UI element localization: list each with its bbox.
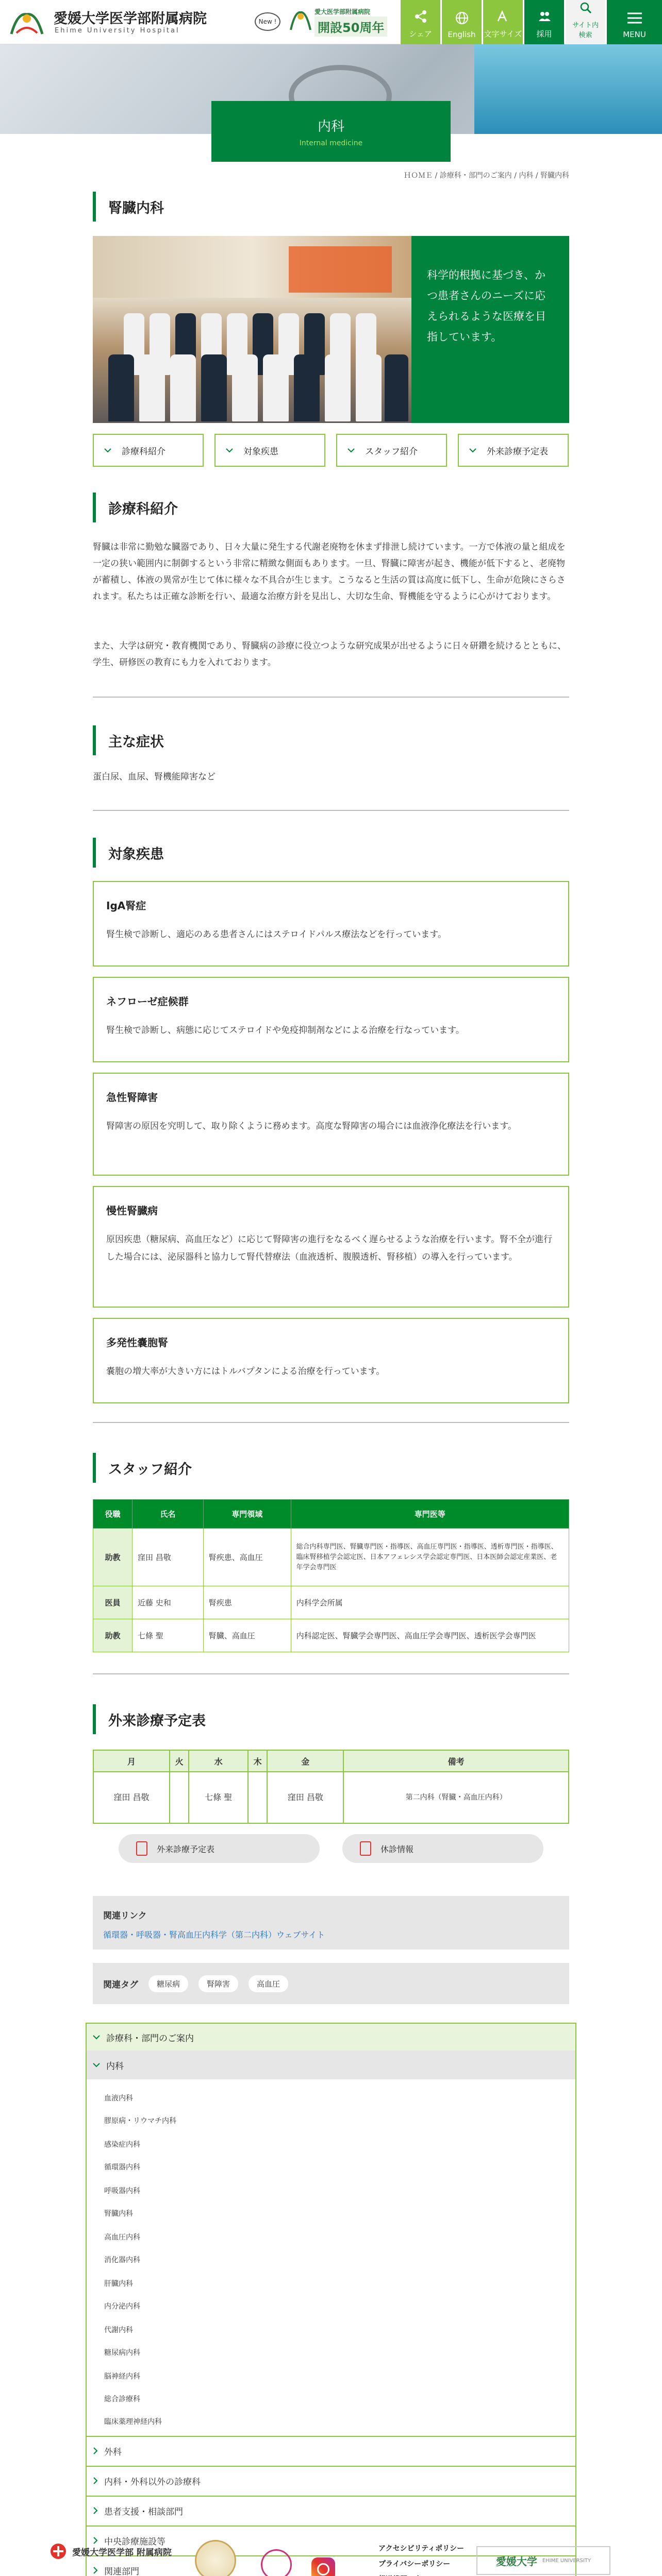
schedule-cell: 窪田 昌敬 bbox=[267, 1772, 343, 1823]
pdf-icon bbox=[136, 1841, 147, 1856]
disease-card bbox=[93, 1318, 569, 1403]
footer-logo-text: 愛媛大学医学部 附属病院 bbox=[72, 2547, 172, 2558]
disease-description: 嚢胞の増大率が大きい方にはトルバプタンによる治療を行っています。 bbox=[106, 1366, 385, 1377]
people-icon bbox=[538, 10, 551, 23]
hero-water-decoration bbox=[474, 44, 662, 134]
disease-description: 腎生検で診断し、適応のある患者さんにはステロイドパルス療法などを行っています。 bbox=[106, 929, 446, 940]
schedule-cell: 窪田 昌敬 bbox=[93, 1772, 170, 1823]
footer-link[interactable]: アクセシビリティポリシー bbox=[378, 2545, 465, 2553]
disease-name: ネフローゼ症候群 bbox=[106, 995, 189, 1008]
recruit-button[interactable] bbox=[524, 0, 564, 44]
chevron-right-icon bbox=[93, 2477, 98, 2484]
disease-card bbox=[93, 1073, 569, 1176]
related-links bbox=[93, 1896, 569, 1950]
nav-divider bbox=[87, 2436, 575, 2437]
chevron-down-icon bbox=[469, 448, 476, 453]
tab-diseases[interactable] bbox=[214, 434, 325, 467]
nav-child-item[interactable]: 血液内科 bbox=[104, 2094, 133, 2103]
tab-label: 外来診療予定表 bbox=[487, 446, 548, 457]
staff-cert: 総合内科専門医、腎臓専門医・指導医、高血圧専門医・指導医、透析専門医・指導医、臨床腎移植学会認定医、日本アフェレシス学会認定専門医、日本医師会認定産業医、老年学会専門医 bbox=[291, 1529, 569, 1586]
schedule-heading: 外来診療予定表 bbox=[93, 1704, 569, 1734]
disease-name: 慢性腎臓病 bbox=[106, 1205, 158, 1217]
english-button[interactable] bbox=[441, 0, 482, 44]
hospital-emblem-icon bbox=[49, 2543, 67, 2560]
divider bbox=[93, 1673, 569, 1674]
site-search-button[interactable] bbox=[565, 0, 605, 44]
disease-card bbox=[93, 977, 569, 1062]
menu-button[interactable] bbox=[606, 0, 662, 44]
schedule-pdf-button[interactable] bbox=[119, 1834, 320, 1863]
schedule-pdf-label: 外来診療予定表 bbox=[157, 1844, 215, 1854]
tags-title: 関連タグ bbox=[103, 1979, 138, 1990]
divider bbox=[93, 697, 569, 698]
university-name-en: EHIME UNIVERSITY bbox=[542, 2557, 591, 2564]
day-header: 金 bbox=[267, 1750, 343, 1772]
department-nav bbox=[86, 2023, 576, 2576]
chevron-down-icon bbox=[347, 448, 355, 453]
font-size-label: 文字サイズ bbox=[484, 29, 522, 39]
nav-divider bbox=[87, 2466, 575, 2467]
staff-table bbox=[93, 1499, 569, 1652]
nav-child-item[interactable]: 消化器内科 bbox=[104, 2256, 140, 2264]
nav-child-item[interactable]: 循環器内科 bbox=[104, 2163, 140, 2172]
day-header: 火 bbox=[170, 1750, 189, 1772]
hero-subtitle: Internal medicine bbox=[299, 139, 363, 147]
chevron-right-icon bbox=[93, 2567, 98, 2574]
english-label: English bbox=[448, 30, 476, 39]
column-header: 役職 bbox=[93, 1500, 133, 1529]
chevron-down-icon bbox=[93, 2062, 100, 2067]
intro-paragraph-2: また、大学は研究・教育機関であり、腎臓病の診療に役立つような研究成果が出せるように日々研鑽を続けるとともに、学生、研修医の教育にも力を入れております。 bbox=[93, 641, 566, 668]
schedule-table bbox=[93, 1750, 569, 1824]
table-row bbox=[93, 1529, 569, 1586]
symptoms-text: 蛋白尿、血尿、腎機能障害など bbox=[93, 772, 216, 782]
table-header-row bbox=[93, 1500, 569, 1529]
schedule-cell: 七條 聖 bbox=[189, 1772, 248, 1823]
disease-description: 腎障害の原因を究明して、取り除くように務めます。高度な腎障害の場合には血液浄化療法を行います。 bbox=[106, 1121, 517, 1131]
related-link[interactable]: 循環器・呼吸器・腎高血圧内科学（第二内科）ウェブサイト bbox=[103, 1930, 325, 1940]
symptoms-heading: 主な症状 bbox=[93, 725, 569, 755]
tab-label: スタッフ紹介 bbox=[365, 446, 418, 457]
search-icon bbox=[579, 1, 592, 14]
staff-field: 腎臓、高血圧 bbox=[203, 1619, 291, 1652]
chevron-down-icon bbox=[93, 2035, 100, 2040]
staff-field: 腎疾患、高血圧 bbox=[203, 1529, 291, 1586]
nav-current-section[interactable] bbox=[87, 2050, 575, 2079]
day-header: 木 bbox=[248, 1750, 267, 1772]
related-tags bbox=[93, 1963, 569, 2004]
table-row bbox=[93, 1586, 569, 1619]
new-badge: New ! bbox=[255, 12, 280, 31]
nav-child-item[interactable]: 呼吸器内科 bbox=[104, 2187, 140, 2195]
anniversary-logo-icon bbox=[289, 7, 312, 33]
intro-heading: 診療科紹介 bbox=[93, 493, 569, 522]
nav-top-item[interactable] bbox=[87, 2024, 575, 2050]
intro-paragraph-1: 腎臓は非常に勤勉な臓器であり、日々大量に発生する代謝老廃物を休まず排泄し続けています。一方で体液の量と組成を一定の狭い範囲内に制御するという非常に精緻な側面もあります。一旦、腎臓に障害が起き、機能が低下すると、老廃物が蓄積し、体液の異常が生じて体に様々な不具合が生じます。こうなると生活の質は高度に低下し、生命が危険にさらされます。私たちは正確な診断を行い、最適な治療方針を見出し、大切な生命、腎機能を守るように心がけております。 bbox=[93, 542, 566, 602]
nav-section-label: 内科・外科以外の診療科 bbox=[104, 2477, 201, 2487]
share-button[interactable] bbox=[400, 0, 440, 44]
hospital-logo-icon[interactable] bbox=[7, 7, 46, 38]
disease-name: 多発性嚢胞腎 bbox=[106, 1336, 168, 1349]
share-label: シェア bbox=[409, 29, 432, 39]
chevron-down-icon bbox=[226, 448, 233, 453]
nav-child-item[interactable]: 内分泌内科 bbox=[104, 2302, 140, 2311]
share-icon bbox=[414, 10, 427, 23]
nav-child-item[interactable]: 肝臓内科 bbox=[104, 2280, 133, 2288]
chevron-right-icon bbox=[93, 2447, 98, 2454]
hero-title-box bbox=[211, 101, 451, 162]
pdf-icon bbox=[360, 1841, 371, 1856]
footer-link[interactable]: プライバシーポリシー bbox=[378, 2560, 451, 2568]
font-size-button[interactable] bbox=[483, 0, 523, 44]
nav-section-item[interactable] bbox=[87, 2469, 575, 2493]
related-title: 関連リンク bbox=[103, 1911, 147, 1921]
day-header: 備考 bbox=[343, 1750, 569, 1772]
staff-cert: 内科学会所属 bbox=[291, 1586, 569, 1619]
site-header bbox=[0, 0, 662, 44]
staff-name: 七條 聖 bbox=[132, 1619, 203, 1652]
staff-position: 助教 bbox=[93, 1529, 133, 1586]
nav-divider bbox=[87, 2526, 575, 2527]
disease-card bbox=[93, 881, 569, 967]
hero-title: 内科 bbox=[317, 118, 344, 134]
nav-child-item[interactable]: 総合診療科 bbox=[104, 2395, 140, 2403]
nav-child-item[interactable]: 高血圧内科 bbox=[104, 2233, 140, 2242]
staff-position: 医員 bbox=[93, 1586, 133, 1619]
chevron-right-icon bbox=[93, 2507, 98, 2514]
column-header: 専門領域 bbox=[203, 1500, 291, 1529]
table-row bbox=[93, 1619, 569, 1652]
site-search-label: サイト内検索 bbox=[572, 22, 599, 39]
feature-message: 科学的根拠に基づき、かつ患者さんのニーズに応えられるような医療を目指しています。 bbox=[411, 236, 569, 423]
day-header: 月 bbox=[93, 1750, 170, 1772]
nav-section-label: 患者支援・相談部門 bbox=[104, 2506, 183, 2517]
chevron-down-icon bbox=[104, 448, 111, 453]
divider bbox=[93, 810, 569, 811]
tag-item[interactable]: 腎障害 bbox=[198, 1975, 238, 1992]
font-size-icon bbox=[496, 10, 510, 23]
ribbon-badge-icon[interactable] bbox=[261, 2549, 292, 2576]
nav-child-item[interactable]: 臨床薬理神経内科 bbox=[104, 2418, 162, 2426]
divider bbox=[93, 1422, 569, 1423]
closure-info-label: 休診情報 bbox=[380, 1844, 414, 1854]
staff-heading: スタッフ紹介 bbox=[93, 1453, 569, 1483]
nav-child-item[interactable]: 代謝内科 bbox=[104, 2326, 133, 2334]
table-row bbox=[93, 1772, 569, 1823]
logo-subtitle: Ehime University Hospital bbox=[55, 27, 180, 35]
staff-position: 助教 bbox=[93, 1619, 133, 1652]
nav-section-item[interactable] bbox=[87, 2499, 575, 2522]
recruit-label: 採用 bbox=[536, 29, 552, 39]
menu-label: MENU bbox=[623, 30, 646, 39]
tab-label: 診療科紹介 bbox=[122, 446, 166, 457]
nav-child-item[interactable]: 糖尿病内科 bbox=[104, 2349, 140, 2357]
university-banner[interactable] bbox=[476, 2546, 610, 2575]
instagram-icon[interactable] bbox=[311, 2557, 335, 2576]
schedule-cell bbox=[170, 1772, 189, 1823]
nav-section-label: 外科 bbox=[104, 2447, 122, 2458]
tag-item[interactable]: 高血圧 bbox=[249, 1975, 288, 1992]
schedule-cell: 第二内科（腎臓・高血圧内科） bbox=[343, 1772, 569, 1823]
closure-info-button[interactable] bbox=[342, 1834, 543, 1863]
tab-staff[interactable] bbox=[336, 434, 447, 467]
anniversary-banner[interactable] bbox=[289, 5, 392, 39]
tab-label: 対象疾患 bbox=[243, 446, 278, 457]
tab-intro[interactable] bbox=[93, 434, 204, 467]
column-header: 専門医等 bbox=[291, 1500, 569, 1529]
certification-badge-icon[interactable] bbox=[195, 2540, 236, 2576]
staff-field: 腎疾患 bbox=[203, 1586, 291, 1619]
nav-section-label: 中央診療施設等 bbox=[104, 2536, 166, 2547]
anniversary-big-text: 開設50周年 bbox=[315, 16, 387, 37]
diseases-heading: 対象疾患 bbox=[93, 838, 569, 868]
disease-name: 急性腎障害 bbox=[106, 1091, 158, 1104]
nav-section-item[interactable] bbox=[87, 2439, 575, 2463]
staff-cert: 内科認定医、腎臓学会専門医、高血圧学会専門医、透析医学会専門医 bbox=[291, 1619, 569, 1652]
breadcrumb[interactable]: ＨＯＭＥ / 診療科・部門のご案内 / 内科 / 腎臓内科 bbox=[404, 172, 569, 180]
tab-schedule[interactable] bbox=[458, 434, 569, 467]
logo-title[interactable]: 愛媛大学医学部附属病院 bbox=[54, 11, 207, 27]
university-name: 愛媛大学 bbox=[495, 2555, 537, 2568]
hamburger-icon bbox=[626, 11, 643, 25]
nav-child-item[interactable]: 脳神経内科 bbox=[104, 2372, 140, 2381]
nav-divider bbox=[87, 2496, 575, 2497]
disease-description: 腎生検で診断し、病態に応じてステロイドや免疫抑制剤などによる治療を行なっています。 bbox=[106, 1025, 465, 1036]
staff-name: 窪田 昌敬 bbox=[132, 1529, 203, 1586]
nav-child-item[interactable]: 膠原病・リウマチ内科 bbox=[104, 2117, 176, 2125]
staff-group-photo bbox=[93, 236, 411, 423]
globe-icon bbox=[455, 11, 469, 25]
schedule-cell bbox=[248, 1772, 267, 1823]
disease-name: IgA腎症 bbox=[106, 900, 146, 912]
page-title: 腎臓内科 bbox=[93, 192, 569, 222]
column-header: 氏名 bbox=[132, 1500, 203, 1529]
table-header-row bbox=[93, 1750, 569, 1772]
staff-name: 近藤 史和 bbox=[132, 1586, 203, 1619]
tag-item[interactable]: 糖尿病 bbox=[148, 1975, 188, 1992]
nav-child-item[interactable]: 感染症内科 bbox=[104, 2141, 140, 2149]
nav-top-label: 診療科・部門のご案内 bbox=[106, 2033, 194, 2044]
nav-child-item[interactable]: 腎臓内科 bbox=[104, 2210, 133, 2218]
footer-logo[interactable] bbox=[49, 2541, 184, 2562]
footer-link[interactable] bbox=[378, 2574, 429, 2576]
day-header: 水 bbox=[189, 1750, 248, 1772]
nav-current-label: 内科 bbox=[106, 2061, 124, 2072]
disease-description: 原因疾患（糖尿病、高血圧など）に応じて腎障害の進行をなるべく遅らせるような治療を行います。腎不全が進行した場合には、泌尿器科と協力して腎代替療法（血液透析、腹膜透析、腎移植）の導入を行っています。 bbox=[106, 1234, 553, 1262]
anniversary-small-text: 愛大医学部附属病院 bbox=[315, 8, 371, 15]
disease-card bbox=[93, 1186, 569, 1308]
nav-section-label: 関連部門 bbox=[104, 2566, 139, 2576]
